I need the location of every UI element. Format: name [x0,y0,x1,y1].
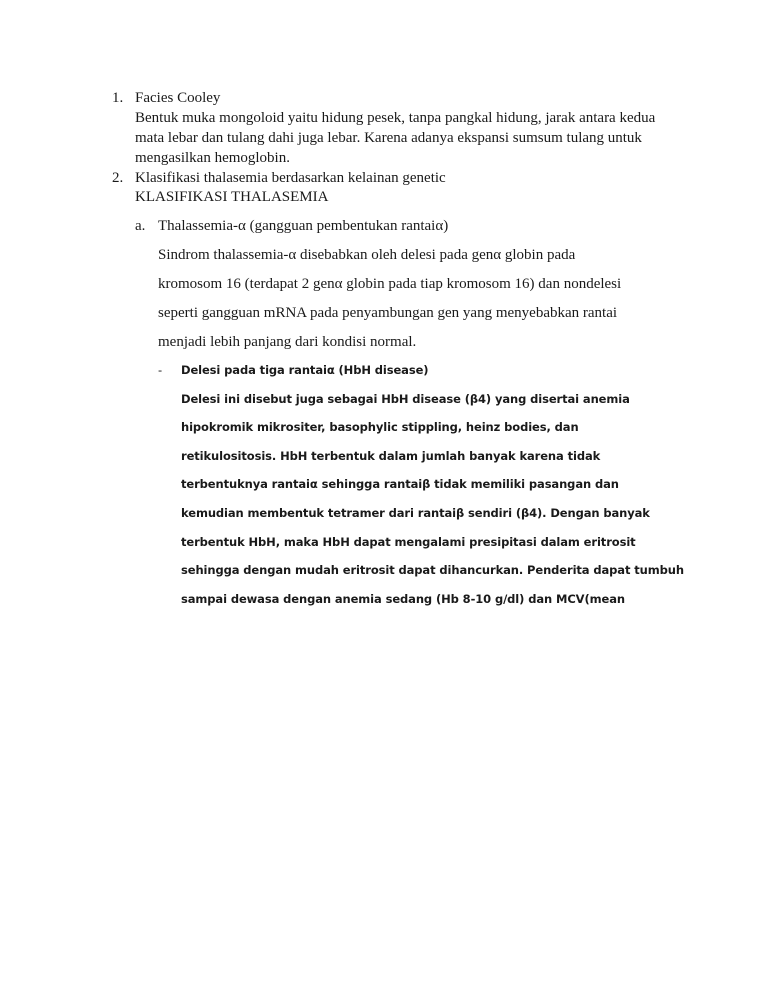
item1-body-line-3: mengasilkan hemoglobin. [135,150,290,166]
bullet-title: Delesi pada tiga rantaiα (HbH disease) [181,363,429,377]
list-number-1: 1. [112,90,124,106]
sub-a-body-line-2: kromosom 16 (terdapat 2 genα globin pada tiap kromosom 16) dan nondelesi [158,276,622,292]
bullet-body-line-4: terbentuknya rantaiα sehingga rantaiβ tidak memiliki pasangan dan [181,477,619,491]
bullet-body-line-3: retikulositosis. HbH terbentuk dalam jumlah banyak karena tidak [181,449,601,463]
bullet-body-line-8: sampai dewasa dengan anemia sedang (Hb 8-10 g/dl) dan MCV(mean [181,592,625,606]
bullet-body-line-6: terbentuk HbH, maka HbH dapat mengalami presipitasi dalam eritrosit [181,535,636,549]
sublist-letter-a: a. [135,218,146,234]
sub-a-body-line-3: seperti gangguan mRNA pada penyambungan gen yang menyebabkan rantai [158,305,618,321]
sub-a-title: Thalassemia-α (gangguan pembentukan rantaiα) [158,218,449,234]
bullet-body-line-1: Delesi ini disebut juga sebagai HbH disease (β4) yang disertai anemia [181,392,630,406]
sub-a-body-line-4: menjadi lebih panjang dari kondisi normal. [158,334,417,350]
item1-title: Facies Cooley [135,90,221,106]
item1-body-line-2: mata lebar dan tulang dahi juga lebar. Karena adanya ekspansi sumsum tulang untuk [135,130,642,146]
item2-title: Klasifikasi thalasemia berdasarkan kelainan genetic [135,170,446,186]
classification-heading: KLASIFIKASI THALASEMIA [135,189,329,205]
bullet-dash: - [158,363,163,377]
bullet-body-line-5: kemudian membentuk tetramer dari rantaiβ sendiri (β4). Dengan banyak [181,506,650,520]
bullet-body-line-2: hipokromik mikrositer, basophylic stippling, heinz bodies, dan [181,420,579,434]
bullet-body-line-7: sehingga dengan mudah eritrosit dapat dihancurkan. Penderita dapat tumbuh [181,563,684,577]
item1-body-line-1: Bentuk muka mongoloid yaitu hidung pesek, tanpa pangkal hidung, jarak antara kedua [135,110,656,126]
sub-a-body-line-1: Sindrom thalassemia-α disebabkan oleh delesi pada genα globin pada [158,247,576,263]
list-number-2: 2. [112,170,124,186]
